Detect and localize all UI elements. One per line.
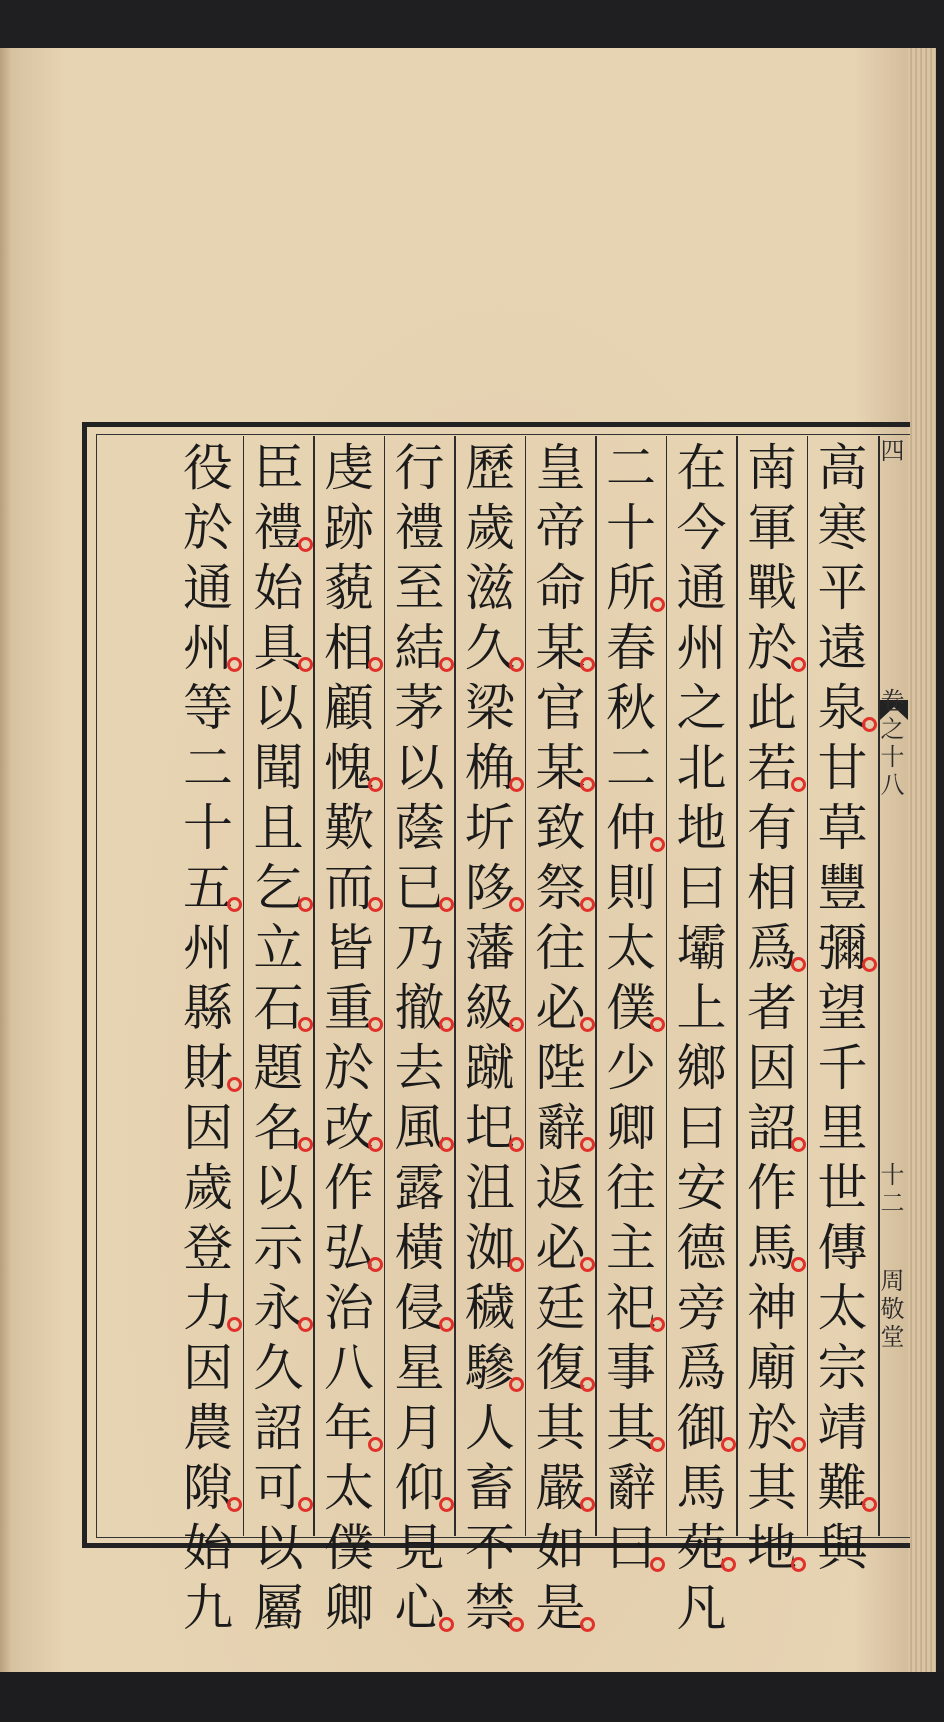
text-column: 二 十 所 春 秋 二 仲 則 太 僕 少 卿 往 主 祀 事 其 辭 曰 bbox=[606, 439, 656, 1577]
text-column: 南 軍 戰 於 此 若 有 相 爲 者 因 詔 作 馬 神 廟 於 其 地 bbox=[747, 439, 797, 1577]
text-column: 歷 歲 滋 久 梁 桷 圻 陊 藩 級 蹴 圯 沮 洳 穢 驂 人 畜 不 禁 bbox=[465, 439, 515, 1637]
text-column: 臣 禮 始 具 以 聞 且 乞 立 石 題 名 以 示 永 久 詔 可 以 屬 bbox=[253, 439, 304, 1637]
margin-folio: 十二 bbox=[876, 1162, 904, 1218]
text-column: 高 寒 平 遠 泉 甘 草 豐 彌 望 千 里 世 傳 太 宗 靖 難 與 bbox=[817, 439, 868, 1577]
facing-page-edge bbox=[0, 48, 12, 1672]
margin-column bbox=[876, 438, 908, 1532]
page-block-edges bbox=[908, 48, 936, 1672]
scanner-background bbox=[0, 1672, 944, 1722]
text-column: 皇 帝 命 某 官 某 致 祭 往 必 陛 辭 返 必 廷 復 其 嚴 如 是 bbox=[535, 439, 586, 1637]
text-column: 行 禮 至 結 茅 以 蔭 已 乃 撤 去 風 露 橫 侵 星 月 仰 見 心 bbox=[394, 439, 445, 1637]
margin-publisher: 周敬堂 bbox=[876, 1268, 904, 1352]
margin-mark: 四 bbox=[876, 438, 904, 466]
text-column: 虔 跡 藐 相 顧 愧 歎 而 皆 重 於 改 作 弘 治 八 年 太 僕 卿 bbox=[324, 439, 374, 1637]
text-column: 在 今 通 州 之 北 地 曰 壩 上 鄉 曰 安 德 旁 爲 御 馬 苑 凡 bbox=[676, 439, 727, 1637]
text-column: 役 於 通 州 等 二 十 五 州 縣 財 因 歲 登 力 因 農 隙 始 九 bbox=[183, 439, 233, 1637]
margin-title: 卷之十八 bbox=[876, 688, 904, 800]
